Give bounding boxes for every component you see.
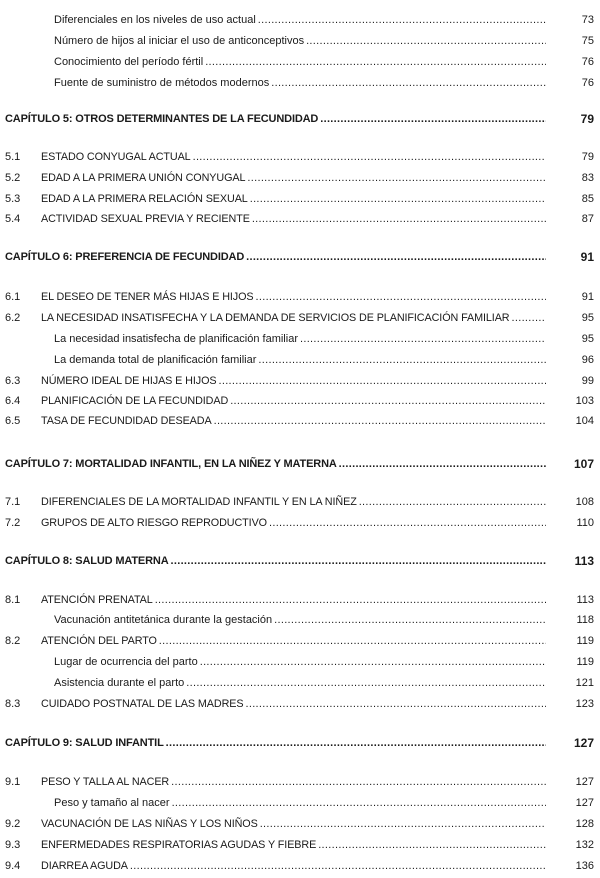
toc-entry-title: Peso y tamaño al nacer xyxy=(54,797,170,809)
section-number: 5.2 xyxy=(5,172,21,184)
toc-entry-leader xyxy=(54,795,546,811)
page-number: 136 xyxy=(575,860,594,872)
page-number: 108 xyxy=(575,496,594,508)
toc-section-row xyxy=(0,816,600,832)
toc-subsection-row xyxy=(0,612,600,628)
toc-entry-leader xyxy=(54,54,546,70)
toc-entry-title: DIFERENCIALES DE LA MORTALIDAD INFANTIL Y EN LA NIÑEZ xyxy=(41,496,357,508)
section-number: 6.4 xyxy=(5,395,21,407)
toc-subsection-row xyxy=(0,675,600,691)
page-number: 83 xyxy=(581,172,594,184)
page-number: 127 xyxy=(575,776,594,788)
toc-chapter-row xyxy=(0,456,600,472)
toc-entry-title: CAPÍTULO 8: SALUD MATERNA xyxy=(5,555,169,567)
toc-entry-leader xyxy=(5,735,546,751)
section-number: 9.4 xyxy=(5,860,21,872)
toc-entry-leader xyxy=(41,373,546,389)
page-number: 79 xyxy=(580,112,594,126)
section-number: 6.2 xyxy=(5,312,21,324)
toc-subsection-row xyxy=(0,352,600,368)
toc-section-row xyxy=(0,515,600,531)
page-number: 76 xyxy=(581,77,594,89)
toc-section-row xyxy=(0,211,600,227)
page-number: 128 xyxy=(575,818,594,830)
toc-entry-leader xyxy=(41,413,546,429)
section-number: 8.1 xyxy=(5,594,21,606)
page-number: 121 xyxy=(575,677,594,689)
page-number: 95 xyxy=(581,312,594,324)
toc-entry-title: CAPÍTULO 6: PREFERENCIA DE FECUNDIDAD xyxy=(5,251,245,263)
toc-entry-leader xyxy=(41,393,546,409)
toc-entry-leader xyxy=(41,494,546,510)
toc-entry-leader xyxy=(54,352,546,368)
page-number: 87 xyxy=(581,213,594,225)
toc-subsection-row xyxy=(0,12,600,28)
page-number: 118 xyxy=(576,614,594,626)
toc-entry-title: ATENCIÓN DEL PARTO xyxy=(41,635,157,647)
page-number: 123 xyxy=(575,698,594,710)
toc-entry-title: EDAD A LA PRIMERA RELACIÓN SEXUAL xyxy=(41,193,248,205)
toc-entry-leader xyxy=(41,696,546,712)
toc-entry-leader xyxy=(41,289,546,305)
toc-entry-title: CUIDADO POSTNATAL DE LAS MADRES xyxy=(41,698,244,710)
section-number: 9.1 xyxy=(5,776,21,788)
toc-entry-title: PESO Y TALLA AL NACER xyxy=(41,776,170,788)
section-number: 6.1 xyxy=(5,291,21,303)
toc-entry-leader xyxy=(41,211,546,227)
toc-entry-title: CAPÍTULO 9: SALUD INFANTIL xyxy=(5,737,164,749)
toc-entry-title: Lugar de ocurrencia del parto xyxy=(54,656,198,668)
page-number: 85 xyxy=(581,193,594,205)
toc-chapter-row xyxy=(0,735,600,751)
toc-entry-leader xyxy=(41,858,546,874)
toc-entry-title: CAPÍTULO 7: MORTALIDAD INFANTIL, EN LA NIÑEZ Y MATERNA xyxy=(5,458,337,470)
toc-entry-title: Vacunación antitetánica durante la gestación xyxy=(54,614,273,626)
toc-section-row xyxy=(0,774,600,790)
section-number: 6.5 xyxy=(5,415,21,427)
section-number: 7.2 xyxy=(5,517,21,529)
toc-entry-leader xyxy=(54,612,546,628)
toc-subsection-row xyxy=(0,54,600,70)
toc-entry-title: ATENCIÓN PRENATAL xyxy=(41,594,153,606)
page-number: 91 xyxy=(581,291,594,303)
page-number: 127 xyxy=(573,736,594,750)
toc-entry-title: ENFERMEDADES RESPIRATORIAS AGUDAS Y FIEBRE xyxy=(41,839,317,851)
toc-entry-title: NÚMERO IDEAL DE HIJAS E HIJOS xyxy=(41,375,217,387)
toc-entry-leader xyxy=(54,331,546,347)
toc-section-row xyxy=(0,633,600,649)
toc-section-row xyxy=(0,170,600,186)
toc-entry-title: CAPÍTULO 5: OTROS DETERMINANTES DE LA FECUNDIDAD xyxy=(5,113,319,125)
toc-section-row xyxy=(0,191,600,207)
toc-subsection-row xyxy=(0,331,600,347)
toc-section-row xyxy=(0,149,600,165)
page-number: 75 xyxy=(581,35,594,47)
toc-entry-title: Fuente de suministro de métodos modernos xyxy=(54,77,270,89)
toc-subsection-row xyxy=(0,75,600,91)
toc-entry-leader xyxy=(54,75,546,91)
toc-entry-title: Conocimiento del período fértil xyxy=(54,56,204,68)
section-number: 5.1 xyxy=(5,151,21,163)
section-number: 6.3 xyxy=(5,375,21,387)
page-number: 96 xyxy=(581,354,594,366)
page-number: 119 xyxy=(576,656,594,668)
toc-section-row xyxy=(0,837,600,853)
toc-entry-title: TASA DE FECUNDIDAD DESEADA xyxy=(41,415,212,427)
toc-section-row xyxy=(0,494,600,510)
page-number: 79 xyxy=(581,151,594,163)
toc-section-row xyxy=(0,592,600,608)
toc-section-row xyxy=(0,413,600,429)
toc-entry-leader xyxy=(54,33,546,49)
toc-section-row xyxy=(0,373,600,389)
section-number: 5.3 xyxy=(5,193,21,205)
toc-entry-title: EDAD A LA PRIMERA UNIÓN CONYUGAL xyxy=(41,172,246,184)
toc-section-row xyxy=(0,310,600,326)
toc-chapter-row xyxy=(0,553,600,569)
page-number: 91 xyxy=(580,250,594,264)
toc-entry-title: PLANIFICACIÓN DE LA FECUNDIDAD xyxy=(41,395,229,407)
toc-entry-leader xyxy=(41,774,546,790)
page-number: 110 xyxy=(576,517,594,529)
toc-entry-leader xyxy=(5,456,546,472)
toc-section-row xyxy=(0,696,600,712)
page-number: 119 xyxy=(576,635,594,647)
toc-entry-leader xyxy=(41,310,546,326)
toc-entry-leader xyxy=(41,191,546,207)
toc-subsection-row xyxy=(0,33,600,49)
toc-entry-leader xyxy=(5,111,546,127)
toc-chapter-row xyxy=(0,249,600,265)
page-number: 104 xyxy=(575,415,594,427)
toc-entry-title: LA NECESIDAD INSATISFECHA Y LA DEMANDA DE SERVICIOS DE PLANIFICACIÓN FAMILIAR xyxy=(41,312,510,324)
page-number: 127 xyxy=(575,797,594,809)
toc-entry-title: GRUPOS DE ALTO RIESGO REPRODUCTIVO xyxy=(41,517,267,529)
section-number: 8.3 xyxy=(5,698,21,710)
toc-entry-title: VACUNACIÓN DE LAS NIÑAS Y LOS NIÑOS xyxy=(41,818,258,830)
toc-entry-title: EL DESEO DE TENER MÁS HIJAS E HIJOS xyxy=(41,291,254,303)
toc-entry-leader xyxy=(54,654,546,670)
toc-entry-leader xyxy=(54,12,546,28)
toc-entry-title: DIARREA AGUDA xyxy=(41,860,128,872)
toc-entry-leader xyxy=(41,149,546,165)
toc-entry-title: La demanda total de planificación familiar xyxy=(54,354,257,366)
toc-entry-leader xyxy=(41,633,546,649)
toc-subsection-row xyxy=(0,654,600,670)
toc-entry-title: Diferenciales en los niveles de uso actual xyxy=(54,14,256,26)
section-number: 9.3 xyxy=(5,839,21,851)
section-number: 5.4 xyxy=(5,213,21,225)
section-number: 9.2 xyxy=(5,818,21,830)
section-number: 8.2 xyxy=(5,635,21,647)
page-number: 99 xyxy=(581,375,594,387)
page-number: 73 xyxy=(581,14,594,26)
toc-entry-leader xyxy=(41,592,546,608)
toc-entry-leader xyxy=(5,553,546,569)
page-number: 107 xyxy=(573,457,594,471)
toc-entry-title: La necesidad insatisfecha de planificación familiar xyxy=(54,333,298,345)
page-number: 113 xyxy=(576,594,594,606)
toc-subsection-row xyxy=(0,795,600,811)
section-number: 7.1 xyxy=(5,496,21,508)
toc-entry-title: Asistencia durante el parto xyxy=(54,677,185,689)
page-number: 76 xyxy=(581,56,594,68)
toc-entry-title: Número de hijos al iniciar el uso de anticonceptivos xyxy=(54,35,305,47)
toc-entry-leader xyxy=(54,675,546,691)
toc-section-row xyxy=(0,289,600,305)
toc-entry-leader xyxy=(41,816,546,832)
toc-section-row xyxy=(0,858,600,874)
page-number: 95 xyxy=(581,333,594,345)
toc-entry-title: ACTIVIDAD SEXUAL PREVIA Y RECIENTE xyxy=(41,213,250,225)
toc-entry-title: ESTADO CONYUGAL ACTUAL xyxy=(41,151,191,163)
toc-entry-leader xyxy=(41,170,546,186)
page-number: 132 xyxy=(575,839,594,851)
toc-entry-leader xyxy=(5,249,546,265)
page-number: 113 xyxy=(574,554,594,568)
toc-entry-leader xyxy=(41,515,546,531)
toc-entry-leader xyxy=(41,837,546,853)
page-number: 103 xyxy=(575,395,594,407)
toc-chapter-row xyxy=(0,111,600,127)
toc-section-row xyxy=(0,393,600,409)
